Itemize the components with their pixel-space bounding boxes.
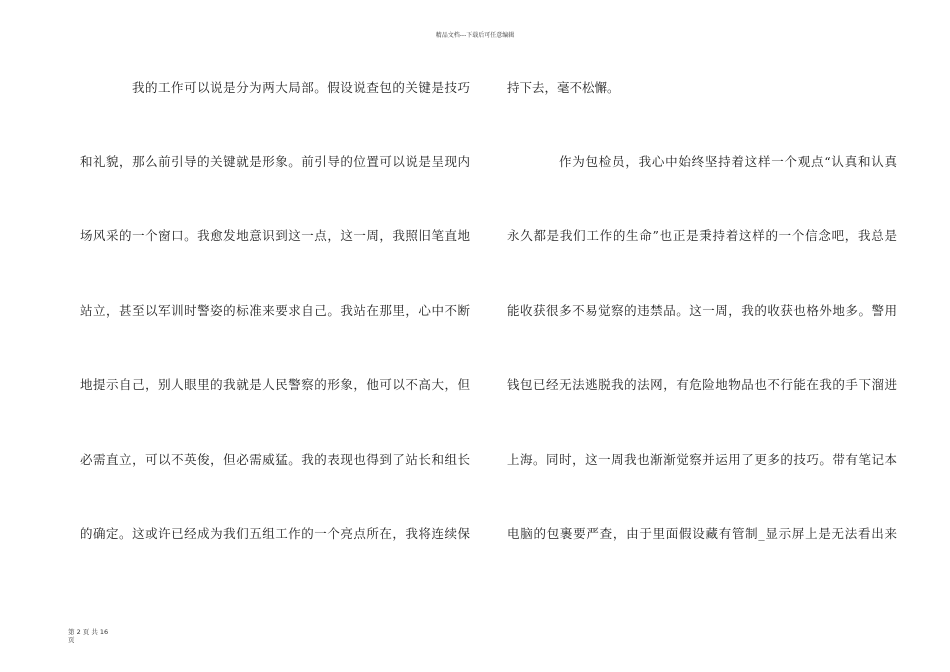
paragraph-line: 我的工作可以说是分为两大局部。假设说查包的关键是技巧 xyxy=(132,80,470,95)
page-number-line: 第 2 页 共 16 xyxy=(68,628,109,636)
paragraph-line: 作为包检员，我心中始终坚持着这样一个观点“认真和认真 xyxy=(559,154,897,169)
paragraph-line: 能收获很多不易觉察的违禁品。这一周，我的收获也格外地多。警用 xyxy=(507,303,897,318)
paragraph-line: 持下去，毫不松懈。 xyxy=(507,80,620,95)
page-header: 精品文档---下载后可任意编辑 xyxy=(435,32,515,39)
paragraph-line: 站立，甚至以军训时警姿的标准来要求自己。我站在那里，心中不断 xyxy=(80,303,470,318)
paragraph-line: 的确定。这或许已经成为我们五组工作的一个亮点所在，我将连续保 xyxy=(80,526,470,541)
paragraph-line: 电脑的包裹要严查，由于里面假设藏有管制_显示屏上是无法看出来 xyxy=(507,526,897,541)
page-number xyxy=(68,628,118,644)
page-number-line: 页 xyxy=(68,636,75,644)
paragraph-line: 钱包已经无法逃脱我的法网，有危险地物品也不行能在我的手下溜进 xyxy=(507,377,897,392)
paragraph-line: 场风采的一个窗口。我愈发地意识到这一点，这一周，我照旧笔直地 xyxy=(80,228,470,243)
paragraph-line: 上海。同时，这一周我也渐渐觉察并运用了更多的技巧。带有笔记本 xyxy=(507,452,897,467)
paragraph-line: 地提示自己，别人眼里的我就是人民警察的形象，他可以不高大，但 xyxy=(80,377,470,392)
paragraph-line: 和礼貌，那么前引导的关键就是形象。前引导的位置可以说是呈现内 xyxy=(80,154,470,169)
paragraph-line: 永久都是我们工作的生命”也正是秉持着这样的一个信念吧，我总是 xyxy=(507,228,897,243)
paragraph-line: 必需直立，可以不英俊，但必需威猛。我的表现也得到了站长和组长 xyxy=(80,452,470,467)
